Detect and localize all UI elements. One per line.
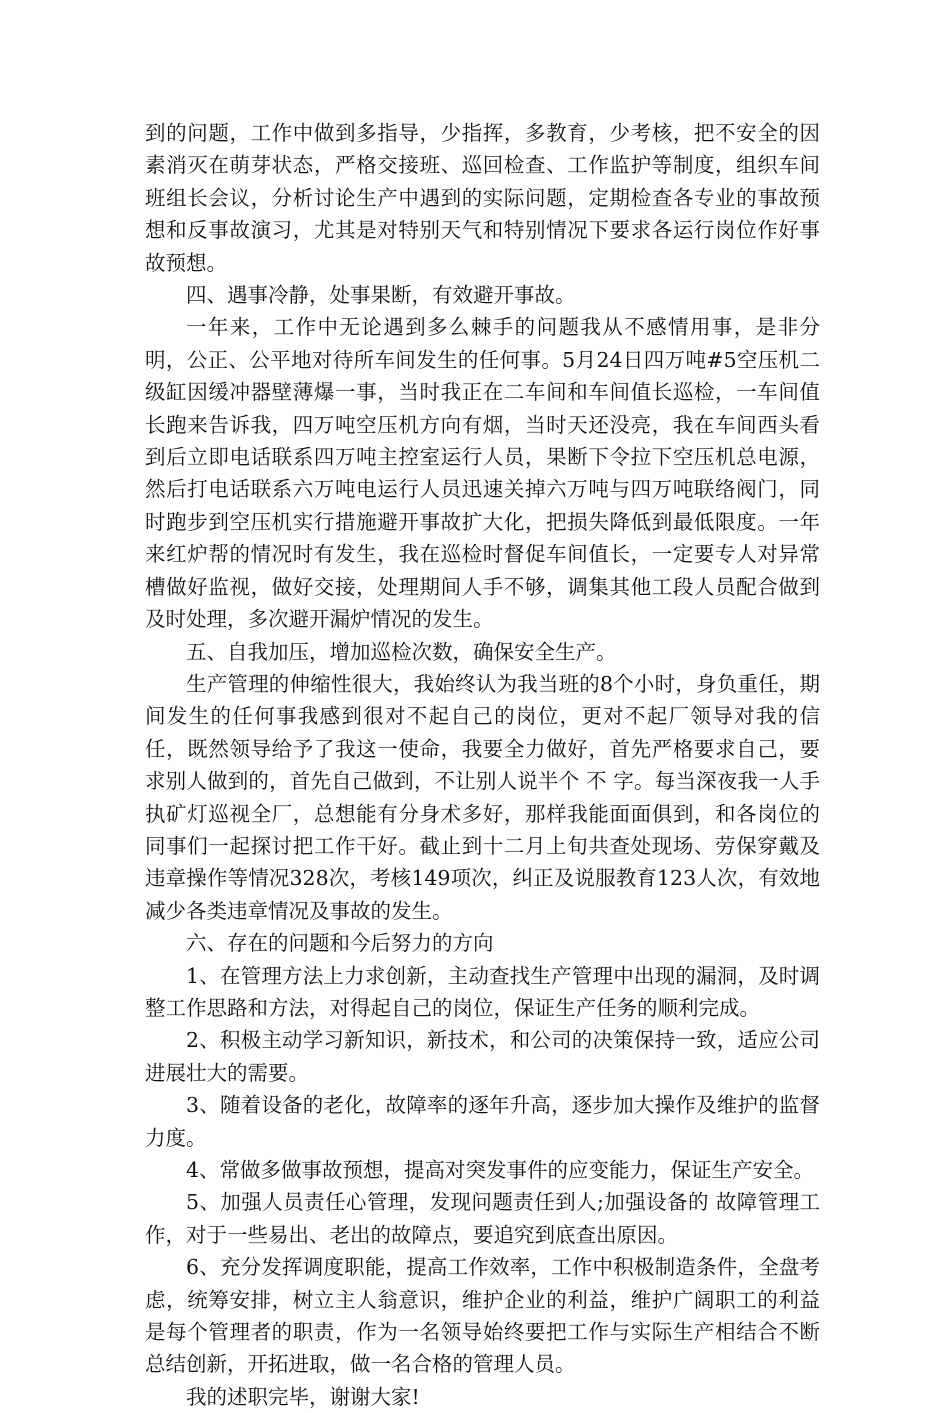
section-heading-4: 四、遇事冷静，处事果断，有效避开事故。 [186, 283, 576, 308]
list-item-6: 6、充分发挥调度职能，提高工作效率，工作中积极制造条件，全盘考虑，统筹安排，树立主人翁意识，维护企业的利益，维护广阔职工的利益是每个管理者的职责，作为一名领导始终要把工作与实际生产相结合不断总结创新，开拓进取，做一名合格的管理人员。 [145, 1255, 820, 1377]
list-item-3: 3、随着设备的老化，故障率的逐年升高，逐步加大操作及维护的监督力度。 [145, 1093, 820, 1150]
closing-line: 我的述职完毕，谢谢大家! [186, 1384, 420, 1409]
section-heading-5: 五、自我加压，增加巡检次数，确保安全生产。 [186, 639, 617, 664]
document-body [145, 117, 820, 1413]
list-item-5: 5、加强人员责任心管理，发现问题责任到人;加强设备的 故障管理工作，对于一些易出、老出的故障点，要追究到底查出原因。 [145, 1190, 820, 1247]
list-item-4: 4、常做多做事故预想，提高对突发事件的应变能力，保证生产安全。 [186, 1158, 815, 1182]
section-heading-6: 六、存在的问题和今后努力的方向 [186, 931, 494, 956]
list-item-2: 2、积极主动学习新知识，新技术，和公司的决策保持一致，适应公司进展壮大的需要。 [145, 1028, 820, 1085]
list-item-1: 1、在管理方法上力求创新，主动查找生产管理中出现的漏洞，及时调整工作思路和方法，对得起自己的岗位，保证生产任务的顺利完成。 [145, 963, 820, 1020]
paragraph-self-pressure: 生产管理的伸缩性很大，我始终认为我当班的8个小时，身负重任，期间发生的任何事我感到很对不起自己的岗位，更对不起厂领导对我的信任，既然领导给予了我这一使命，我要全力做好，首先严格要求自己，要求别人做到的，首先自己做到，不让别人说半个 不 字。每当深夜我一人手执矿灯巡视全厂，总想能有分身术多好，那样我能面面俱到，和各岗位的同事们一起探讨把工作干好。截止到十二月上旬共查处现场、劳保穿戴及违章操作等情况328次，考核149项次，纠正及说服教育123人次，有效地减少各类违章情况及事故的发生。 [145, 671, 820, 923]
paragraph-continuation: 到的问题，工作中做到多指导，少指挥，多教育，少考核，把不安全的因素消灭在萌芽状态，严格交接班、巡回检查、工作监护等制度，组织车间班组长会议，分析讨论生产中遇到的实际问题，定期检查各专业的事故预想和反事故演习，尤其是对特别天气和特别情况下要求各运行岗位作好事故预想。 [145, 121, 820, 275]
paragraph-incident: 一年来，工作中无论遇到多么棘手的问题我从不感情用事，是非分明，公正、公平地对待所车间发生的任何事。5月24日四万吨#5空压机二级缸因缓冲器壁薄爆一事，当时我正在二车间和车间值长巡检，一车间值长跑来告诉我，四万吨空压机方向有烟，当时天还没亮，我在车间西头看到后立即电话联系四万吨主控室运行人员，果断下令拉下空压机总电源，然后打电话联系六万吨电运行人员迅速关掉六万吨与四万吨联络阀门，同时跑步到空压机实行措施避开事故扩大化，把损失降低到最低限度。一年来红炉帮的情况时有发生，我在巡检时督促车间值长，一定要专人对异常槽做好监视，做好交接，处理期间人手不够，调集其他工段人员配合做到及时处理，多次避开漏炉情况的发生。 [145, 315, 820, 632]
